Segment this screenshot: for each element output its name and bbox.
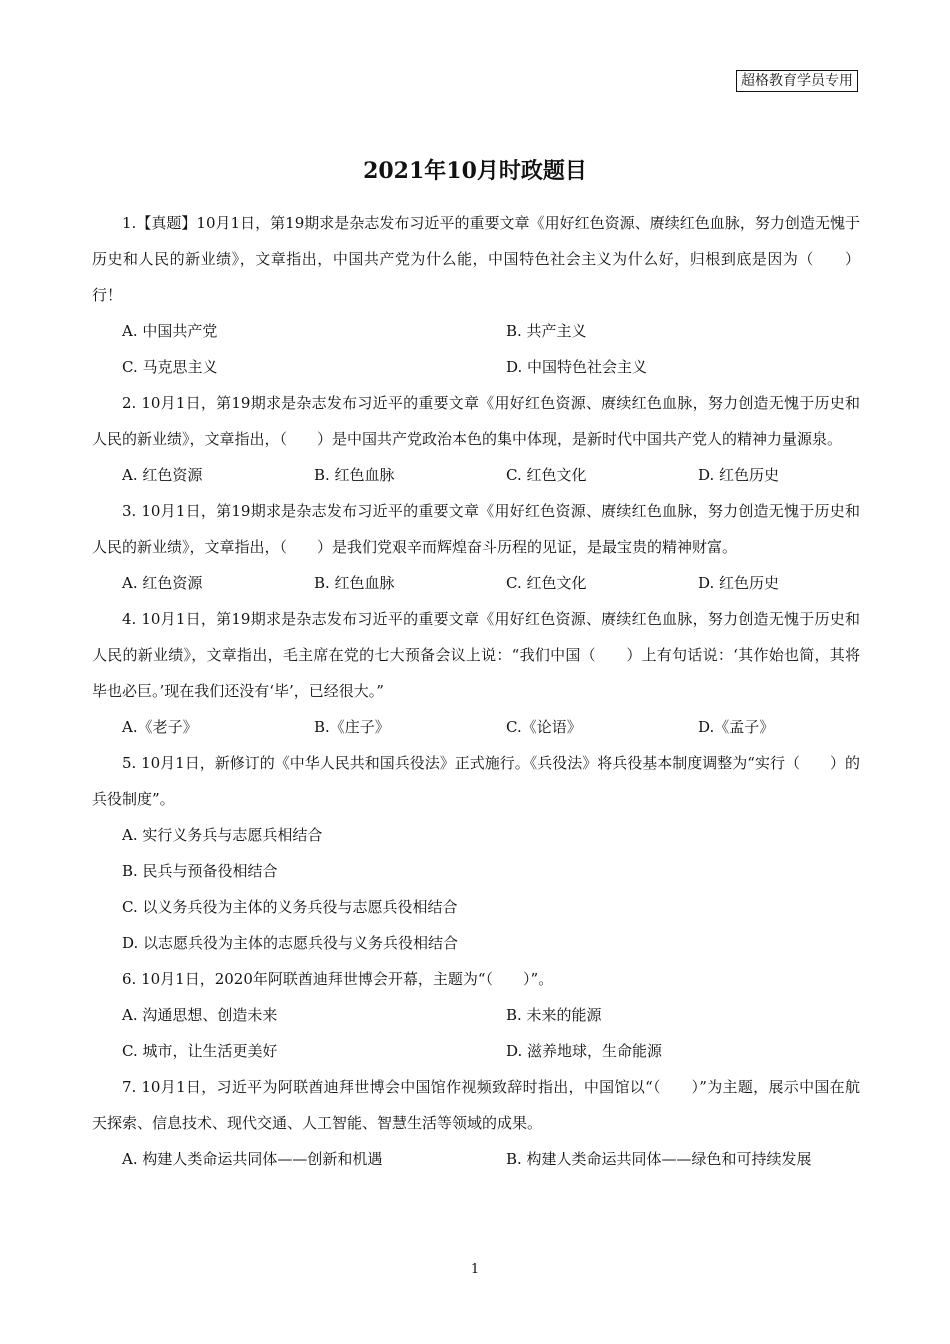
option-a: A. 沟通思想、创造未来 [122, 1006, 278, 1024]
question-2 [92, 385, 860, 493]
option-b: B. 构建人类命运共同体——绿色和可持续发展 [506, 1150, 812, 1168]
option-c: C.《论语》 [506, 718, 582, 736]
question-3-options [92, 565, 860, 601]
question-5 [92, 745, 860, 961]
question-4-options [92, 709, 860, 745]
option-d: D. 中国特色社会主义 [506, 358, 648, 376]
option-a: A. 红色资源 [122, 466, 203, 484]
question-5-options [92, 817, 860, 961]
question-6 [92, 961, 860, 1069]
question-3 [92, 493, 860, 601]
question-4-text: 4. 10月1日，第19期求是杂志发布习近平的重要文章《用好红色资源、赓续红色血脉，努力创造无愧于历史和人民的新业绩》，文章指出，毛主席在党的七大预备会议上说：“我们中国（ ）上有句话说：‘其作始也简，其将毕也必巨。’现在我们还没有‘毕’，已经很大。” [92, 610, 860, 700]
question-7-text: 7. 10月1日，习近平为阿联酋迪拜世博会中国馆作视频致辞时指出，中国馆以“（ ）”为主题，展示中国在航天探索、信息技术、现代交通、人工智能、智慧生活等领域的成果。 [92, 1078, 860, 1132]
option-b: B. 民兵与预备役相结合 [122, 862, 278, 880]
option-a: A. 实行义务兵与志愿兵相结合 [122, 826, 323, 844]
question-1-options [92, 313, 860, 385]
question-2-options [92, 457, 860, 493]
option-d: D. 红色历史 [698, 466, 780, 484]
option-a: A. 红色资源 [122, 574, 203, 592]
question-6-options [92, 997, 860, 1069]
option-a: A. 构建人类命运共同体——创新和机遇 [122, 1150, 383, 1168]
usage-stamp: 超格教育学员专用 [736, 70, 858, 92]
option-d: D. 以志愿兵役为主体的志愿兵役与义务兵役相结合 [122, 934, 459, 952]
option-b: B. 红色血脉 [314, 466, 395, 484]
page-title: 2021年10月时政题目 [363, 158, 587, 184]
option-c: C. 红色文化 [506, 574, 587, 592]
option-d: D.《孟子》 [698, 718, 775, 736]
option-c: C. 城市，让生活更美好 [122, 1042, 278, 1060]
question-list [92, 205, 860, 1177]
question-3-text: 3. 10月1日，第19期求是杂志发布习近平的重要文章《用好红色资源、赓续红色血脉，努力创造无愧于历史和人民的新业绩》，文章指出，（ ）是我们党艰辛而辉煌奋斗历程的见证，是最宝贵的精神财富。 [92, 502, 860, 556]
question-5-text: 5. 10月1日，新修订的《中华人民共和国兵役法》正式施行。《兵役法》将兵役基本制度调整为“实行（ ）的兵役制度”。 [92, 754, 860, 808]
option-c: C. 以义务兵役为主体的义务兵役与志愿兵役相结合 [122, 898, 458, 916]
page-number: 1 [470, 1262, 480, 1277]
option-b: B. 红色血脉 [314, 574, 395, 592]
question-7-options [92, 1141, 860, 1177]
option-a: A. 中国共产党 [122, 322, 218, 340]
question-1 [92, 205, 860, 385]
question-6-text: 6. 10月1日，2020年阿联酋迪拜世博会开幕，主题为“（ ）”。 [122, 970, 554, 988]
option-b: B. 未来的能源 [506, 1006, 602, 1024]
option-a: A.《老子》 [122, 718, 198, 736]
option-d: D. 红色历史 [698, 574, 780, 592]
option-b: B. 共产主义 [506, 322, 587, 340]
question-4 [92, 601, 860, 745]
option-d: D. 滋养地球，生命能源 [506, 1042, 663, 1060]
question-1-text: 1.【真题】10月1日，第19期求是杂志发布习近平的重要文章《用好红色资源、赓续红色血脉，努力创造无愧于历史和人民的新业绩》，文章指出，中国共产党为什么能，中国特色社会主义为什么好，归根到底是因为（ ）行！ [92, 214, 860, 304]
question-2-text: 2. 10月1日，第19期求是杂志发布习近平的重要文章《用好红色资源、赓续红色血脉，努力创造无愧于历史和人民的新业绩》，文章指出，（ ）是中国共产党政治本色的集中体现，是新时代中国共产党人的精神力量源泉。 [92, 394, 860, 448]
option-c: C. 马克思主义 [122, 358, 218, 376]
question-7 [92, 1069, 860, 1177]
option-b: B.《庄子》 [314, 718, 390, 736]
option-c: C. 红色文化 [506, 466, 587, 484]
